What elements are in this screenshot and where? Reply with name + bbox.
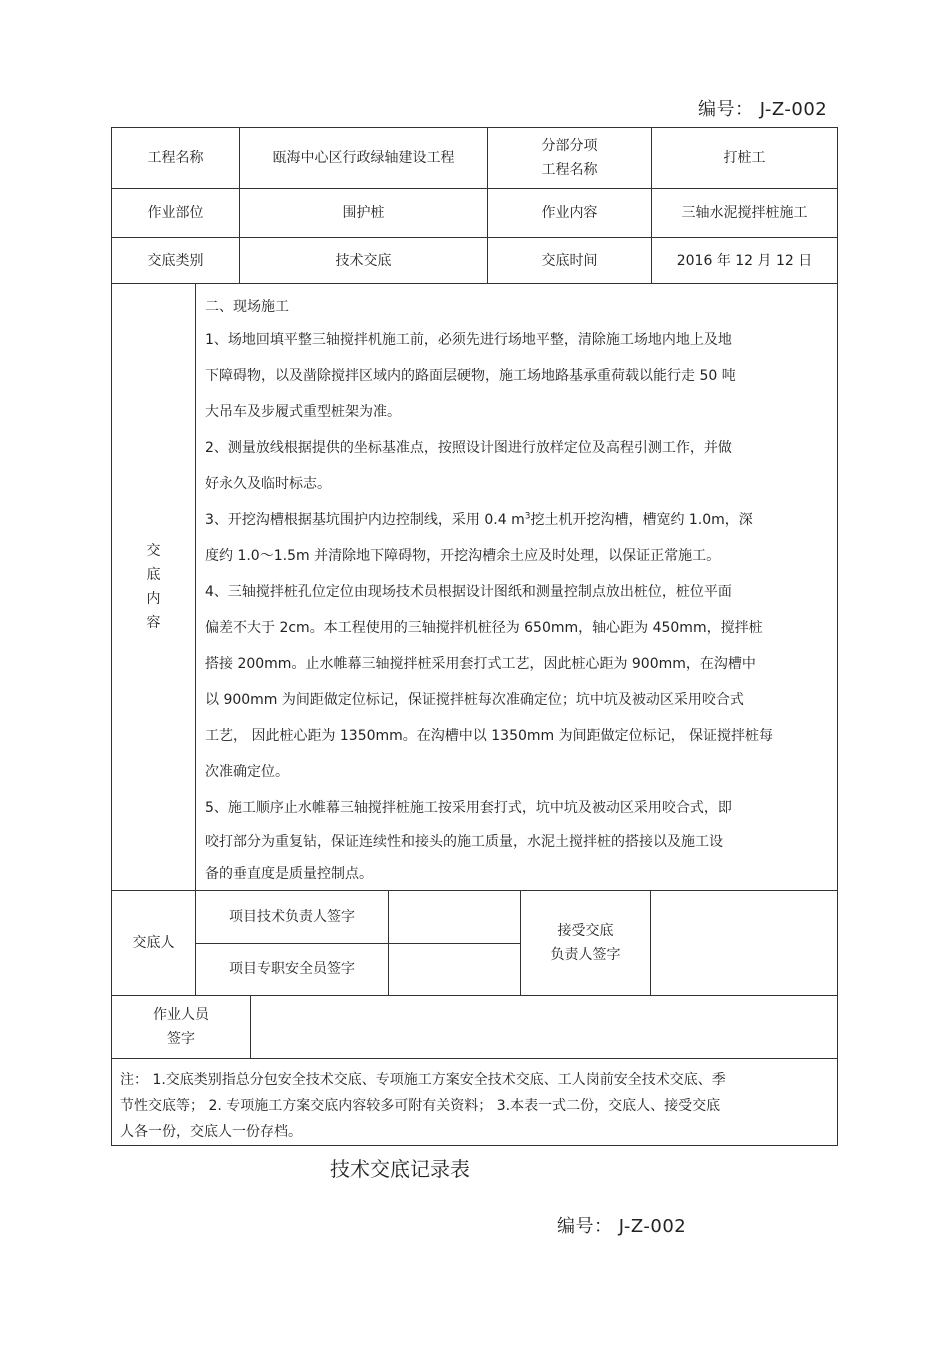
row-content (112, 284, 838, 891)
signature-table (111, 890, 838, 996)
content-line (205, 502, 831, 538)
project-name-value: 瓯海中心区行政绿轴建设工程 (240, 128, 488, 189)
note-line: 节性交底等； 2. 专项施工方案交底内容较多可附有关资料； 3.本表一式二份，交底人、接受交底 (120, 1098, 721, 1114)
superscript-3: 3 (524, 511, 531, 522)
form-title: 技术交底记录表 (330, 1157, 470, 1181)
row-signatures (112, 891, 838, 996)
content-line: 下障碍物，以及凿除搅拌区域内的路面层硬物，施工场地路基承重荷载以能行走 50 吨 (205, 368, 736, 384)
receiver-label-line2: 负责人签字 (550, 947, 621, 963)
row-category (112, 238, 838, 284)
receiver-sign-field[interactable] (651, 891, 838, 996)
content-line: 4、三轴搅拌桩孔位定位由现场技术员根据设计图纸和测量控制点放出桩位，桩位平面 (205, 584, 732, 600)
safety-officer-sign-label: 项目专职安全员签字 (196, 943, 389, 996)
content-body-cell (196, 284, 838, 891)
category-value: 技术交底 (240, 238, 488, 284)
tech-lead-sign-field[interactable] (389, 891, 521, 944)
safety-officer-sign-field[interactable] (389, 943, 521, 996)
workers-table (111, 995, 838, 1059)
content-line: 偏差不大于 2cm。本工程使用的三轴搅拌机桩径为 650mm，轴心距为 450mm，搅拌桩 (205, 620, 763, 636)
time-label: 交底时间 (488, 238, 652, 284)
serial-value: J-Z-002 (759, 99, 828, 120)
content-line: 好永久及临时标志。 (205, 476, 331, 492)
serial-number (698, 95, 827, 121)
content-line: 度约 1.0～1.5m 并清除地下障碍物，开挖沟槽余土应及时处理，以保证正常施工。 (205, 548, 721, 564)
row-project (112, 128, 838, 189)
content-line: 2、测量放线根据提供的坐标基准点，按照设计图进行放样定位及高程引测工作，并做 (205, 440, 732, 456)
footer-serial-label: 编号： (557, 1216, 613, 1237)
note-line: 注： 1.交底类别指总分包安全技术交底、专项施工方案安全技术交底、工人岗前安全技术交底、季 (120, 1072, 726, 1088)
receiver-sign-label (521, 891, 651, 996)
signature-block (112, 891, 838, 996)
time-value: 2016 年 12 月 12 日 (652, 238, 838, 284)
footer-serial-number (557, 1212, 686, 1238)
content-label (112, 284, 196, 891)
content-line: 搭接 200mm。止水帷幕三轴搅拌桩采用套打式工艺，因此桩心距为 900mm，在沟槽中 (205, 656, 756, 672)
footer-serial-value: J-Z-002 (618, 1216, 687, 1237)
row-notes (112, 1059, 838, 1146)
content-line: 咬打部分为重复钻，保证连续性和接头的施工质量，水泥土搅拌桩的搭接以及施工设 (205, 834, 723, 850)
content-line: 以 900mm 为间距做定位标记，保证搅拌桩每次准确定位；坑中坑及被动区采用咬合式 (205, 692, 744, 708)
row-workers (112, 996, 838, 1059)
content-line-part: 挖土机开挖沟槽，槽宽约 1.0m，深 (530, 512, 753, 528)
content-line: 5、施工顺序止水帷幕三轴搅拌桩施工按采用套打式，坑中坑及被动区采用咬合式，即 (205, 800, 732, 816)
category-label: 交底类别 (112, 238, 240, 284)
work-location-value: 围护桩 (240, 189, 488, 238)
content-label-char: 容 (146, 615, 161, 631)
row-work (112, 189, 838, 238)
content-line: 备的垂直度是质量控制点。 (205, 866, 373, 882)
workers-sign-label (112, 996, 251, 1059)
project-name-label: 工程名称 (112, 128, 240, 189)
content-line: 1、场地回填平整三轴搅拌机施工前，必须先进行场地平整，清除施工场地内地上及地 (205, 332, 732, 348)
content-line: 工艺， 因此桩心距为 1350mm。在沟槽中以 1350mm 为间距做定位标记， 保证搅拌桩每 (205, 728, 774, 744)
workers-label-line1: 作业人员 (153, 1007, 209, 1023)
sub-project-label-line2: 工程名称 (541, 162, 598, 178)
work-content-value: 三轴水泥搅拌桩施工 (652, 189, 838, 238)
sub-project-label (488, 128, 652, 189)
sub-project-label-line1: 分部分项 (541, 138, 598, 154)
handover-person-label: 交底人 (112, 891, 196, 996)
work-content-label: 作业内容 (488, 189, 652, 238)
content-label-char: 底 (146, 567, 161, 583)
notes-cell (112, 1059, 838, 1146)
content-line-part: 3、开挖沟槽根据基坑围护内边控制线，采用 0.4 m (205, 512, 525, 528)
content-line: 大吊车及步履式重型桩架为准。 (205, 404, 401, 420)
receiver-label-line1: 接受交底 (557, 923, 614, 939)
content-label-text (146, 539, 162, 635)
content-line: 次准确定位。 (205, 764, 289, 780)
content-line: 二、现场施工 (205, 299, 289, 315)
content-body (196, 284, 837, 890)
note-line: 人各一份，交底人一份存档。 (120, 1124, 302, 1140)
serial-label: 编号： (698, 99, 754, 120)
content-label-char: 内 (146, 591, 161, 607)
sub-project-value: 打桩工 (652, 128, 838, 189)
content-label-char: 交 (146, 543, 161, 559)
workers-block (112, 996, 838, 1059)
tech-lead-sign-label: 项目技术负责人签字 (196, 891, 389, 944)
workers-sign-field[interactable] (251, 996, 838, 1059)
work-location-label: 作业部位 (112, 189, 240, 238)
workers-label-line2: 签字 (167, 1031, 195, 1047)
disclosure-form-table (111, 127, 838, 1146)
